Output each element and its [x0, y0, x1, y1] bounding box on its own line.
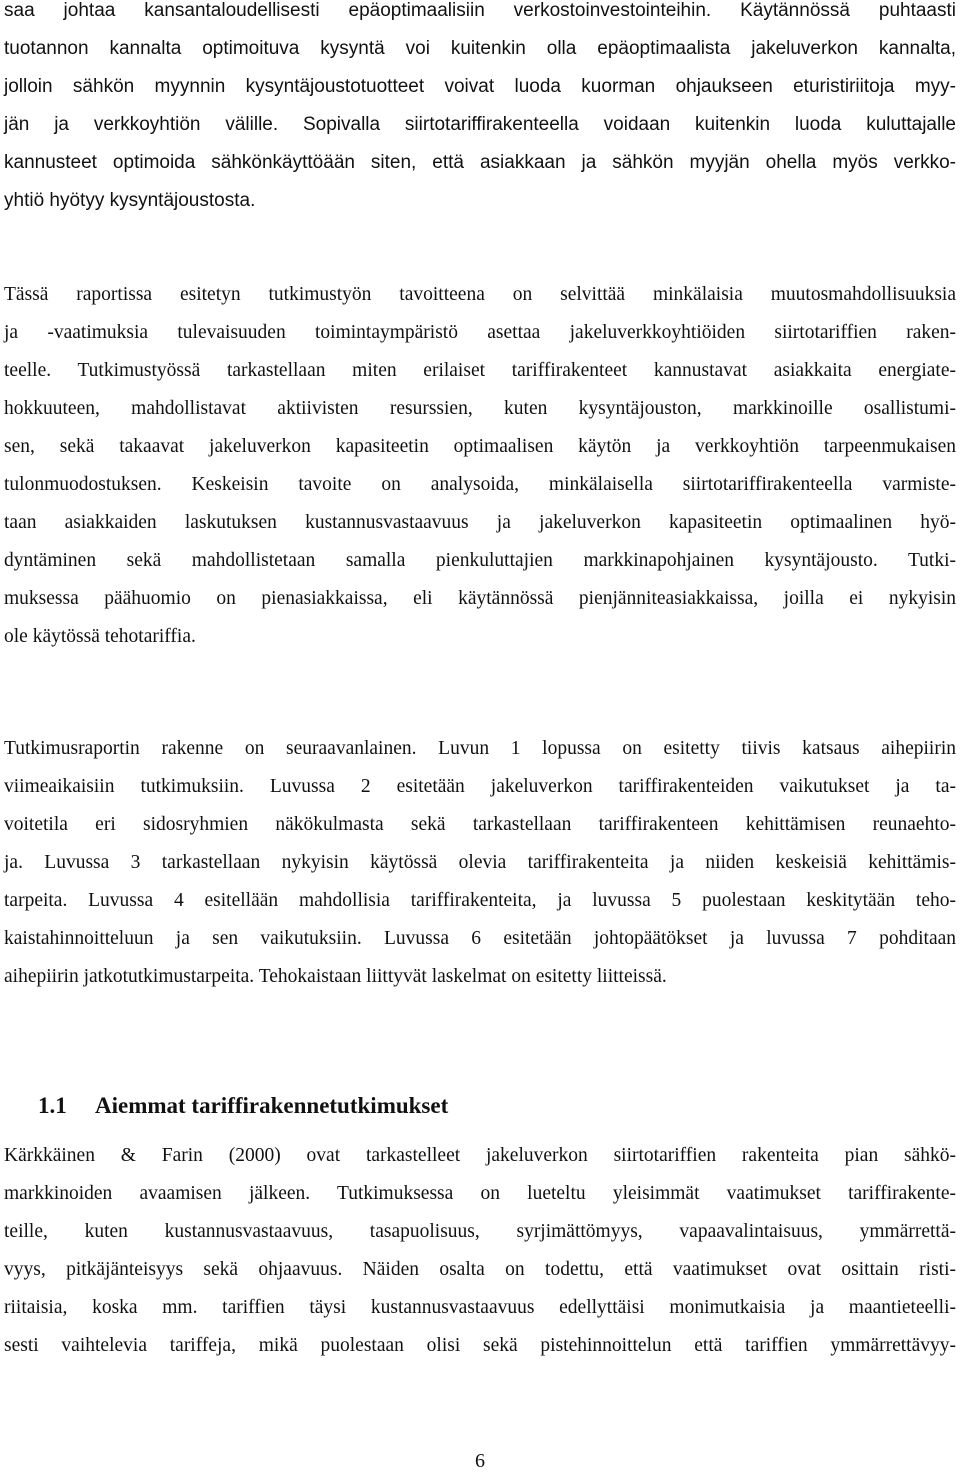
- text-line: kannusteet optimoida sähkönkäyttöään siten, että asiakkaan ja sähkön myyjän ohella myös verkko-: [4, 152, 956, 173]
- text-line: dyntäminen sekä mahdollistetaan samalla pienkuluttajien markkinapohjainen kysyntäjousto. Tutki-: [4, 550, 956, 571]
- text-line: yhtiö hyötyy kysyntäjoustosta.: [4, 190, 256, 211]
- text-line: teille, kuten kustannusvastaavuus, tasapuolisuus, syrjimättömyys, vapaavalintaisuus, ymmärrettä-: [4, 1221, 956, 1242]
- text-line: tarpeita. Luvussa 4 esitellään mahdollisia tariffirakenteita, ja luvussa 5 puolestaan keskitytään teho-: [4, 890, 956, 911]
- text-line: sesti vaihtelevia tariffeja, mikä puolestaan olisi sekä pistehinnoittelun että tariffien ymmärrettävyy-: [4, 1335, 956, 1356]
- paragraph-intro-continuation: [4, 0, 956, 220]
- text-line: muksessa päähuomio on pienasiakkaissa, eli käytännössä pienjänniteasiakkaissa, joilla ei nykyisin: [4, 588, 956, 609]
- text-line: Tässä raportissa esitetyn tutkimustyön tavoitteena on selvittää minkälaisia muutosmahdollisuuksia: [4, 284, 956, 305]
- text-line: Tutkimusraportin rakenne on seuraavanlainen. Luvun 1 lopussa on esitetty tiivis katsaus aihepiirin: [4, 738, 956, 759]
- paragraph-research-goals: [4, 276, 956, 656]
- paragraph-report-structure: [4, 730, 956, 996]
- text-line: hokkuuteen, mahdollistavat aktiivisten resurssien, kuten kysyntäjouston, markkinoille osallistumi-: [4, 398, 956, 419]
- section-title: Aiemmat tariffirakennetutkimukset: [95, 1093, 449, 1118]
- text-line: vyys, pitkäjänteisyys sekä ohjaavuus. Näiden osalta on todettu, että vaatimukset ovat osittain risti-: [4, 1259, 956, 1280]
- text-line: jän ja verkkoyhtiön välille. Sopivalla siirtotariffirakenteella voidaan kuitenkin luoda kuluttajalle: [4, 114, 956, 135]
- text-line: jolloin sähkön myynnin kysyntäjoustotuotteet voivat luoda kuorman ohjaukseen eturistiriitoja myy-: [4, 76, 956, 97]
- paragraph-previous-studies: [4, 1137, 956, 1365]
- text-line: ole käytössä tehotariffia.: [4, 626, 196, 647]
- text-line: teelle. Tutkimustyössä tarkastellaan miten erilaiset tariffirakenteet kannustavat asiakkaita energiate-: [4, 360, 956, 381]
- text-line: tulonmuodostuksen. Keskeisin tavoite on analysoida, minkälaisella siirtotariffirakenteella varmiste-: [4, 474, 956, 495]
- text-line: tuotannon kannalta optimoituva kysyntä voi kuitenkin olla epäoptimaalista jakeluverkon kannalta,: [4, 38, 956, 59]
- text-line: Kärkkäinen & Farin (2000) ovat tarkastelleet jakeluverkon siirtotariffien rakenteita pian sähkö-: [4, 1145, 956, 1166]
- text-line: ja. Luvussa 3 tarkastellaan nykyisin käytössä olevia tariffirakenteita ja niiden keskeisiä kehittämis-: [4, 852, 956, 873]
- section-heading: [38, 1086, 448, 1126]
- section-number: 1.1: [38, 1093, 67, 1118]
- page-number: 6: [475, 1450, 485, 1472]
- text-line: saa johtaa kansantaloudellisesti epäoptimaalisiin verkostoinvestointeihin. Käytännössä puhtaasti: [4, 0, 956, 21]
- text-line: riitaisia, koska mm. tariffien täysi kustannusvastaavuus edellyttäisi monimutkaisia ja maantieteelli-: [4, 1297, 956, 1318]
- text-line: kaistahinnoitteluun ja sen vaikutuksiin. Luvussa 6 esitetään johtopäätökset ja luvussa 7 pohditaan: [4, 928, 956, 949]
- text-line: taan asiakkaiden laskutuksen kustannusvastaavuus ja jakeluverkon kapasiteetin optimaalinen hyö-: [4, 512, 956, 533]
- text-line: ja -vaatimuksia tulevaisuuden toimintaympäristö asettaa jakeluverkkoyhtiöiden siirtotariffien raken-: [4, 322, 956, 343]
- text-line: viimeaikaisiin tutkimuksiin. Luvussa 2 esitetään jakeluverkon tariffirakenteiden vaikutukset ja ta-: [4, 776, 956, 797]
- text-line: markkinoiden avaamisen jälkeen. Tutkimuksessa on lueteltu yleisimmät vaatimukset tariffirakente-: [4, 1183, 956, 1204]
- text-line: aihepiirin jatkotutkimustarpeita. Tehokaistaan liittyvät laskelmat on esitetty liitteissä.: [4, 966, 667, 987]
- text-line: sen, sekä takaavat jakeluverkon kapasiteetin optimaalisen käytön ja verkkoyhtiön tarpeenmukaisen: [4, 436, 956, 457]
- text-line: voitetila eri sidosryhmien näkökulmasta sekä tarkastellaan tariffirakenteen kehittämisen reunaehto-: [4, 814, 956, 835]
